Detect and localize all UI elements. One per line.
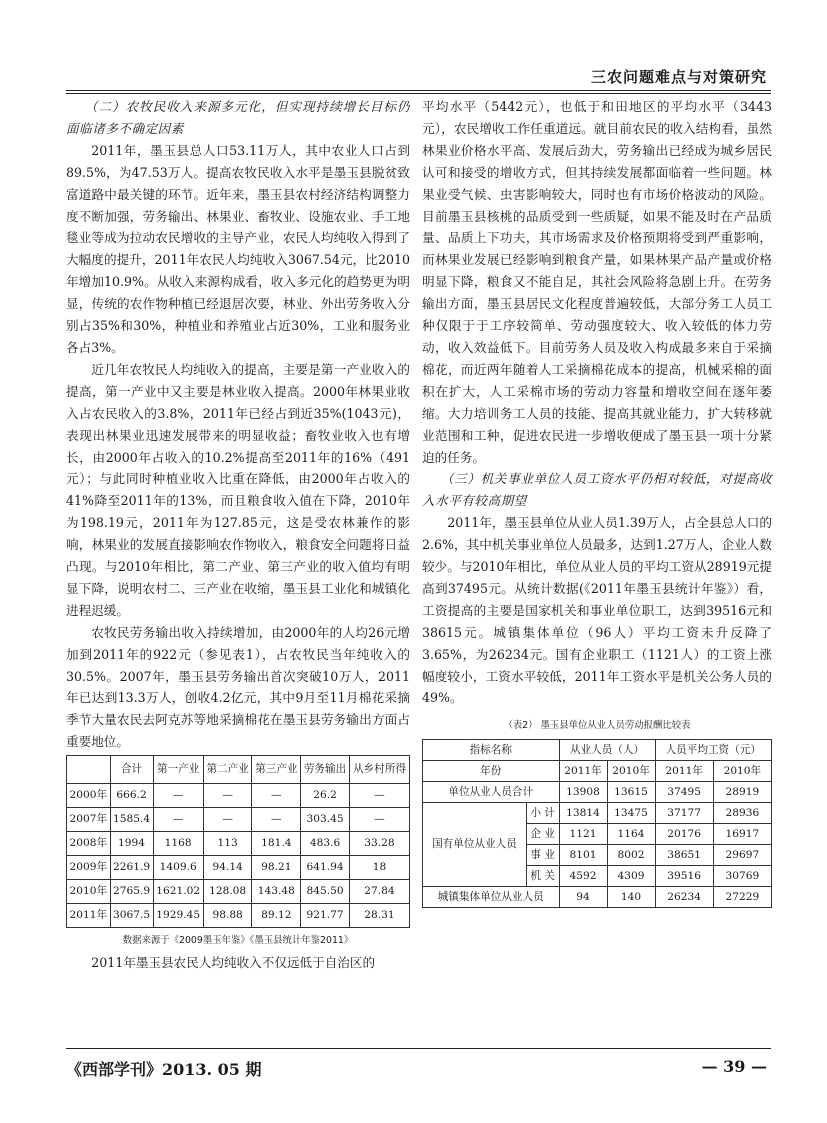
table-cell: 1585.4 xyxy=(110,808,153,832)
table-row xyxy=(423,803,772,824)
table-cell: 98.21 xyxy=(252,856,301,880)
table-cell: 483.6 xyxy=(301,832,350,856)
table-row xyxy=(67,880,410,904)
table-cell: 845.50 xyxy=(301,880,350,904)
table-header-row xyxy=(423,761,772,782)
table-cell: 2000年 xyxy=(67,784,111,808)
table-cell: 4592 xyxy=(559,866,607,887)
table-header-cell xyxy=(67,756,111,784)
table-cell: 89.12 xyxy=(252,904,301,928)
table-cell: 128.08 xyxy=(203,880,252,904)
table-row xyxy=(67,904,410,928)
table-cell: — xyxy=(153,784,203,808)
table-header-cell: 从业人员（人） xyxy=(559,740,655,761)
table-cell: 2011年 xyxy=(655,761,713,782)
table-row xyxy=(423,782,772,803)
left-column xyxy=(66,96,410,974)
table-2-caption: （表2） 墨玉县单位从业人员劳动报酬比较表 xyxy=(503,720,691,732)
table-row xyxy=(67,808,410,832)
table-cell: 16917 xyxy=(713,824,771,845)
table-cell: 2010年 xyxy=(67,880,111,904)
table-cell: — xyxy=(252,808,301,832)
table-cell: — xyxy=(349,808,409,832)
paragraph: 2011年，墨玉县单位从业人员1.39万人，占全县总人口的2.6%，其中机关事业单位人员最多，达到1.27万人，企业人数较少。与2010年相比，单位从业人员的平均工资从28919元提高到37495元。从统计数据(《2011年墨玉县统计年鉴》）看，工资提高的主要是国家机关和事业单位职工，达到39516元和38615元。城镇集体单位（96人）平均工资未升反降了3.65%，为26234元。国有企业职工（1121人）的工资上涨幅度较小，工资水平较低，2011年工资水平是机关公务人员的49%。 xyxy=(422,515,772,706)
table-cell: 13615 xyxy=(607,782,655,803)
section-heading-3: （三）机关事业单位人员工资水平仍相对较低，对提高收入水平有较高期望 xyxy=(422,471,772,509)
table-cell: 666.2 xyxy=(110,784,153,808)
table-cell: 28919 xyxy=(713,782,771,803)
table-cell: 4309 xyxy=(607,866,655,887)
table-cell: 28936 xyxy=(713,803,771,824)
header-rule-thin xyxy=(66,93,771,94)
table-cell: — xyxy=(349,784,409,808)
table-cell: 2261.9 xyxy=(110,856,153,880)
table-header-row xyxy=(67,756,410,784)
table-row xyxy=(67,832,410,856)
table-cell: 1168 xyxy=(153,832,203,856)
table-header-cell: 从乡村所得 xyxy=(349,756,409,784)
table-cell: — xyxy=(153,808,203,832)
paragraph: 2011年墨玉县农民人均纯收入不仅远低于自治区的 xyxy=(91,955,376,971)
table-row xyxy=(67,856,410,880)
table-cell: 33.28 xyxy=(349,832,409,856)
table-header-row xyxy=(423,740,772,761)
table-cell: 37177 xyxy=(655,803,713,824)
table-row xyxy=(423,887,772,908)
table-header-cell: 指标名称 xyxy=(423,740,560,761)
table-cell: 27.84 xyxy=(349,880,409,904)
table-header-cell: 劳务输出 xyxy=(301,756,350,784)
table-cell: 小 计 xyxy=(526,803,559,824)
table-cell: 37495 xyxy=(655,782,713,803)
table-cell: 13814 xyxy=(559,803,607,824)
table-cell: 30769 xyxy=(713,866,771,887)
table-cell: 94 xyxy=(559,887,607,908)
table-cell: 机 关 xyxy=(526,866,559,887)
table-cell: 98.88 xyxy=(203,904,252,928)
table-cell: 94.14 xyxy=(203,856,252,880)
table-header-cell: 第二产业 xyxy=(203,756,252,784)
table-cell: 27229 xyxy=(713,887,771,908)
table-cell: 13908 xyxy=(559,782,607,803)
paragraph: 农牧民劳务输出收入持续增加，由2000年的人均26元增加到2011年的922元（参见表1），占农牧民当年纯收入的30.5%。2007年，墨玉县劳务输出首次突破10万人，2011年已达到13.3万人，创收4.2亿元，其中9月至11月棉花采摘季节大量农民去阿克苏等地采摘棉花在墨玉县劳务输出方面占重要地位。 xyxy=(66,624,410,750)
table-1 xyxy=(66,755,410,928)
table-cell: 181.4 xyxy=(252,832,301,856)
right-column xyxy=(422,96,772,908)
table-cell: — xyxy=(203,808,252,832)
table-cell: — xyxy=(203,784,252,808)
table-cell: 1929.45 xyxy=(153,904,203,928)
table-header-cell: 合计 xyxy=(110,756,153,784)
paragraph: 平均水平（5442元），也低于和田地区的平均水平（3443元），农民增收工作任重道远。就目前农民的收入结构看，虽然林果业价格水平高、发展后劲大，劳务输出已经成为城乡居民认可和接受的增收方式，但其持续发展都面临着一些问题。林果业受气候、虫害影响较大，同时也有市场价格波动的风险。目前墨玉县核桃的品质受到一些质疑，如果不能及时在产品质量、品质上下功夫，其市场需求及价格预期将受到严重影响，而林果业发展已经影响到粮食产量，如果林果产品产量或价格明显下降，粮食又不能自足，其社会风险将急剧上升。在劳务输出方面，墨玉县居民文化程度普遍较低，大部分务工人员工种仅限于于工序较简单、劳动强度较大、收入较低的体力劳动，收入效益低下。目前劳务人员及收入构成最多来自于采摘棉花，而近两年随着人工采摘棉花成本的提高，机械采棉的面积在扩大，人工采棉市场的劳动力容量和增收空间在逐年萎缩。大力培训务工人员的技能、提高其就业能力，扩大转移就业范围和工种，促进农民进一步增收便成了墨玉县一项十分紧迫的任务。 xyxy=(422,99,772,465)
table-2 xyxy=(422,739,772,908)
table-cell: 国有单位从业人员 xyxy=(423,803,527,887)
table-cell: 921.77 xyxy=(301,904,350,928)
table-cell: 143.48 xyxy=(252,880,301,904)
section-heading-2: （二）农牧民收入来源多元化，但实现持续增长目标仍面临诸多不确定因素 xyxy=(66,99,410,136)
table-header-cell: 第一产业 xyxy=(153,756,203,784)
table-cell: 28.31 xyxy=(349,904,409,928)
table-cell: 1621.02 xyxy=(153,880,203,904)
table-row xyxy=(67,784,410,808)
table-cell: 2007年 xyxy=(67,808,111,832)
table-cell: 39516 xyxy=(655,866,713,887)
journal-name: 《西部学刊》2013. 05 期 xyxy=(66,1060,262,1079)
table-cell: 年份 xyxy=(423,761,560,782)
table-cell: 113 xyxy=(203,832,252,856)
footer-rule xyxy=(66,1048,771,1049)
table-cell: 2008年 xyxy=(67,832,111,856)
table-cell: 29697 xyxy=(713,845,771,866)
table-cell: 26.2 xyxy=(301,784,350,808)
table-cell: 1409.6 xyxy=(153,856,203,880)
table-cell: 3067.5 xyxy=(110,904,153,928)
table-cell: 2010年 xyxy=(607,761,655,782)
table-cell: 13475 xyxy=(607,803,655,824)
table-cell: 140 xyxy=(607,887,655,908)
table-cell: 18 xyxy=(349,856,409,880)
table-cell: 8101 xyxy=(559,845,607,866)
table-cell: 1994 xyxy=(110,832,153,856)
table-cell: 2009年 xyxy=(67,856,111,880)
table-header-cell: 人员平均工资（元） xyxy=(655,740,771,761)
paragraph: 近几年农牧民人均纯收入的提高，主要是第一产业收入的提高，第一产业中又主要是林业收入提高。2000年林果业收入占农民收入的3.8%，2011年已经占到近35%(1043元)，表现出林果业迅速发展带来的明显收益；畜牧业收入也有增长，由2000年占收入的10.2%提高至2011年的16%（491元）；与此同时种植业收入比重在降低，由2000年占收入的41%降至2011年的13%，而且粮食收入值在下降，2010年为198.19元，2011年为127.85元，这是受农林兼作的影响，林果业的发展直接影响农作物收入，粮食安全问题将日益凸现。与2010年相比，第二产业、第三产业的收入值均有明显下降，说明农村二、三产业在收缩，墨玉县工业化和城镇化进程迟缓。 xyxy=(66,361,410,618)
table-cell: 城镇集体单位从业人员 xyxy=(423,887,560,908)
table-cell: 2765.9 xyxy=(110,880,153,904)
header-rule xyxy=(66,90,771,91)
page-number: — 39 — xyxy=(701,1057,767,1076)
table-cell: 2010年 xyxy=(713,761,771,782)
table-cell: 303.45 xyxy=(301,808,350,832)
table-cell: 2011年 xyxy=(559,761,607,782)
table-cell: 事 业 xyxy=(526,845,559,866)
table-cell: 641.94 xyxy=(301,856,350,880)
table-cell: 1121 xyxy=(559,824,607,845)
paragraph: 2011年，墨玉县总人口53.11万人，其中农业人口占到89.5%，为47.53万人。提高农牧民收入水平是墨玉县脱贫致富道路中最关键的环节。近年来，墨玉县农村经济结构调整力度不断加强，劳务输出、林果业、畜牧业、设施农业、手工地毯业等成为拉动农民增收的主导产业，农民人均纯收入得到了大幅度的提升，2011年农民人均纯收入3067.54元，比2010年增加10.9%。从收入来源构成看，收入多元化的趋势更为明显，传统的农作物种植已经退居次要，林业、外出劳务收入分别占35%和30%，种植业和养殖业占近30%，工业和服务业各占3%。 xyxy=(66,142,410,355)
table-cell: 1164 xyxy=(607,824,655,845)
table-cell: 38651 xyxy=(655,845,713,866)
table-cell: — xyxy=(252,784,301,808)
table-cell: 企 业 xyxy=(526,824,559,845)
table-cell: 2011年 xyxy=(67,904,111,928)
table-cell: 26234 xyxy=(655,887,713,908)
table-1-source: 数据来源于《2009墨玉年鉴》《墨玉县统计年鉴2011》 xyxy=(122,935,354,947)
table-cell: 8002 xyxy=(607,845,655,866)
running-header: 三农问题难点与对策研究 xyxy=(590,68,767,86)
table-cell: 单位从业人员合计 xyxy=(423,782,560,803)
table-header-cell: 第三产业 xyxy=(252,756,301,784)
table-cell: 20176 xyxy=(655,824,713,845)
